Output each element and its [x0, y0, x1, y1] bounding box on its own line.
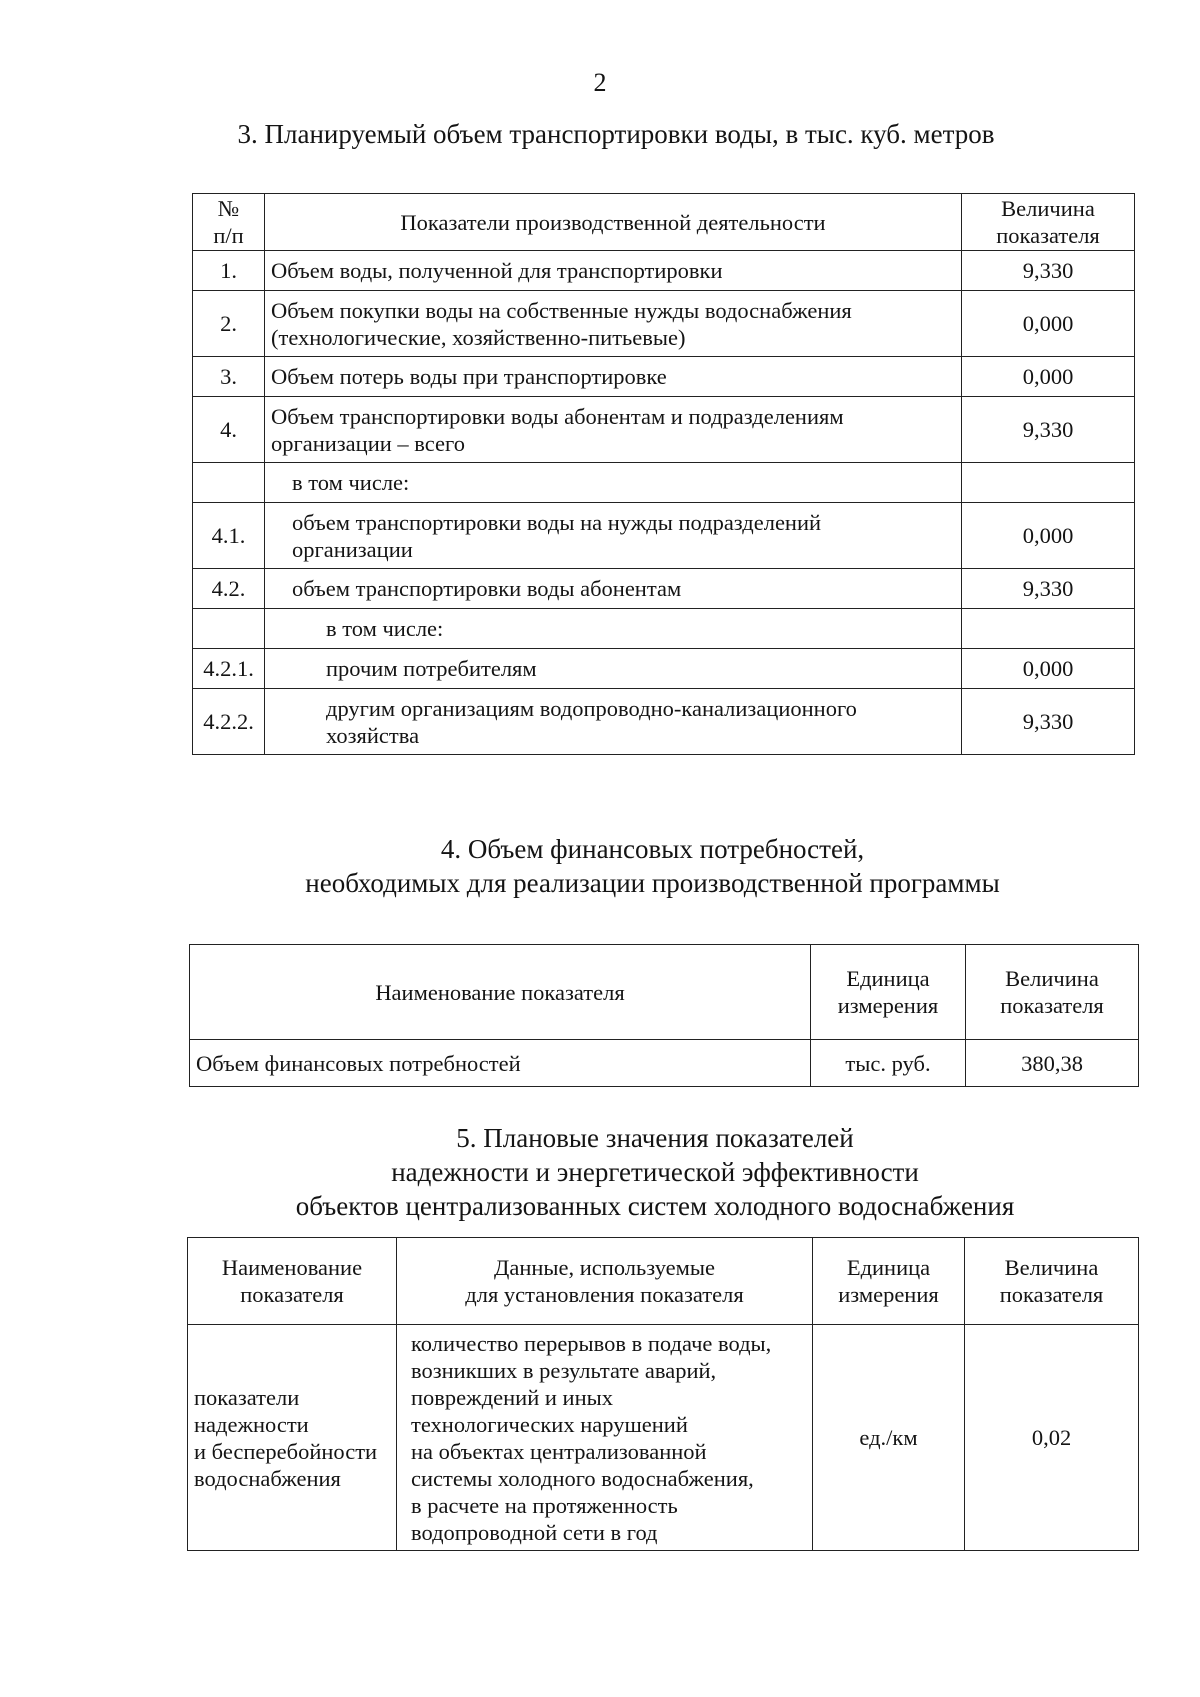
- table-row: [193, 397, 1135, 463]
- table-row: [188, 1325, 1139, 1551]
- value-cell: 9,330: [962, 251, 1135, 291]
- column-header-data: Данные, используемые для установления показателя: [397, 1238, 813, 1325]
- table-row: [190, 1040, 1139, 1087]
- row-number: 4.1.: [193, 503, 265, 569]
- row-number: 3.: [193, 357, 265, 397]
- section-5-title: 5. Плановые значения показателей надежности и энергетической эффективности объектов централизованных систем холодного водоснабжения: [295, 1123, 1015, 1221]
- value-cell: 0,000: [962, 291, 1135, 357]
- row-number: [193, 463, 265, 503]
- indicator-data-description: количество перерывов в подаче воды, возникших в результате аварий, повреждений и иных технологических нарушений на объектах централизованной системы холодного водоснабжения, в расчете на протяженность водопроводной сети в год: [397, 1325, 813, 1551]
- indicator-name-line: Объем покупки воды на собственные нужды водоснабжения: [271, 297, 852, 323]
- value-cell: 0,000: [962, 357, 1135, 397]
- value-cell: 380,38: [966, 1040, 1139, 1087]
- value-cell: 0,000: [962, 503, 1135, 569]
- table-header-row: [188, 1238, 1139, 1325]
- table-row: [193, 569, 1135, 609]
- indicator-name-line: объем транспортировки воды на нужды подразделений: [292, 509, 822, 535]
- indicator-name: [265, 397, 962, 463]
- table-row: [193, 649, 1135, 689]
- indicator-name: [265, 357, 962, 397]
- row-number: 2.: [193, 291, 265, 357]
- table-row: [193, 463, 1135, 503]
- indicator-name-line: хозяйства: [326, 722, 420, 748]
- indicator-name: показатели надежности и бесперебойности водоснабжения: [188, 1325, 397, 1551]
- indicator-name: [265, 569, 962, 609]
- indicator-name: [265, 291, 962, 357]
- indicator-name: [265, 689, 962, 755]
- indicator-name-line: в том числе:: [292, 470, 410, 495]
- unit-cell: тыс. руб.: [811, 1040, 966, 1087]
- table-row: [193, 689, 1135, 755]
- indicator-name: [265, 649, 962, 689]
- column-header-number: № п/п: [193, 194, 265, 251]
- financial-needs-table: [189, 944, 1139, 1087]
- row-number: 4.2.2.: [193, 689, 265, 755]
- table-row: [193, 291, 1135, 357]
- table-header-row: [190, 945, 1139, 1040]
- indicator-name-line: другим организациям водопроводно-канализационного: [326, 695, 857, 721]
- indicator-name-line: Объем воды, полученной для транспортировки: [271, 258, 723, 283]
- table-row: [193, 357, 1135, 397]
- value-cell: 9,330: [962, 397, 1135, 463]
- indicator-name-line: организации: [292, 536, 413, 562]
- value-cell: [962, 463, 1135, 503]
- column-header-name: Наименование показателя: [190, 945, 811, 1040]
- column-header-indicator: Показатели производственной деятельности: [265, 194, 962, 251]
- indicator-name-line: в том числе:: [326, 616, 444, 641]
- page-number: 2: [593, 68, 607, 97]
- column-header-unit: Единица измерения: [813, 1238, 965, 1325]
- row-number: 1.: [193, 251, 265, 291]
- table-header-row: [193, 194, 1135, 251]
- indicator-name-line: прочим потребителям: [326, 656, 537, 681]
- indicator-name: [265, 463, 962, 503]
- column-header-unit: Единица измерения: [811, 945, 966, 1040]
- value-cell: 0,02: [965, 1325, 1139, 1551]
- value-cell: 0,000: [962, 649, 1135, 689]
- reliability-indicators-table: [187, 1237, 1139, 1551]
- indicator-name-line: Объем транспортировки воды абонентам и подразделениям: [271, 403, 844, 429]
- column-header-value: Величина показателя: [965, 1238, 1139, 1325]
- section-4-title: 4. Объем финансовых потребностей, необходимых для реализации производственной программы: [305, 834, 1000, 898]
- column-header-value: Величина показателя: [962, 194, 1135, 251]
- column-header-name: Наименование показателя: [188, 1238, 397, 1325]
- table-row: [193, 609, 1135, 649]
- value-cell: 9,330: [962, 689, 1135, 755]
- section-3-title: 3. Планируемый объем транспортировки воды, в тыс. куб. метров: [237, 119, 995, 149]
- row-number: [193, 609, 265, 649]
- value-cell: [962, 609, 1135, 649]
- indicator-name-line: объем транспортировки воды абонентам: [292, 576, 682, 601]
- indicator-name: [265, 251, 962, 291]
- table-row: [193, 251, 1135, 291]
- indicator-name-line: организации – всего: [271, 430, 465, 456]
- row-number: 4.2.: [193, 569, 265, 609]
- transport-volume-table: [192, 193, 1135, 755]
- table-row: [193, 503, 1135, 569]
- indicator-name: [265, 609, 962, 649]
- row-number: 4.: [193, 397, 265, 463]
- indicator-name: [265, 503, 962, 569]
- row-number: 4.2.1.: [193, 649, 265, 689]
- unit-cell: ед./км: [813, 1325, 965, 1551]
- indicator-name: Объем финансовых потребностей: [190, 1040, 811, 1087]
- indicator-name-line: (технологические, хозяйственно-питьевые): [271, 324, 686, 350]
- indicator-name-line: Объем потерь воды при транспортировке: [271, 364, 667, 389]
- value-cell: 9,330: [962, 569, 1135, 609]
- column-header-value: Величина показателя: [966, 945, 1139, 1040]
